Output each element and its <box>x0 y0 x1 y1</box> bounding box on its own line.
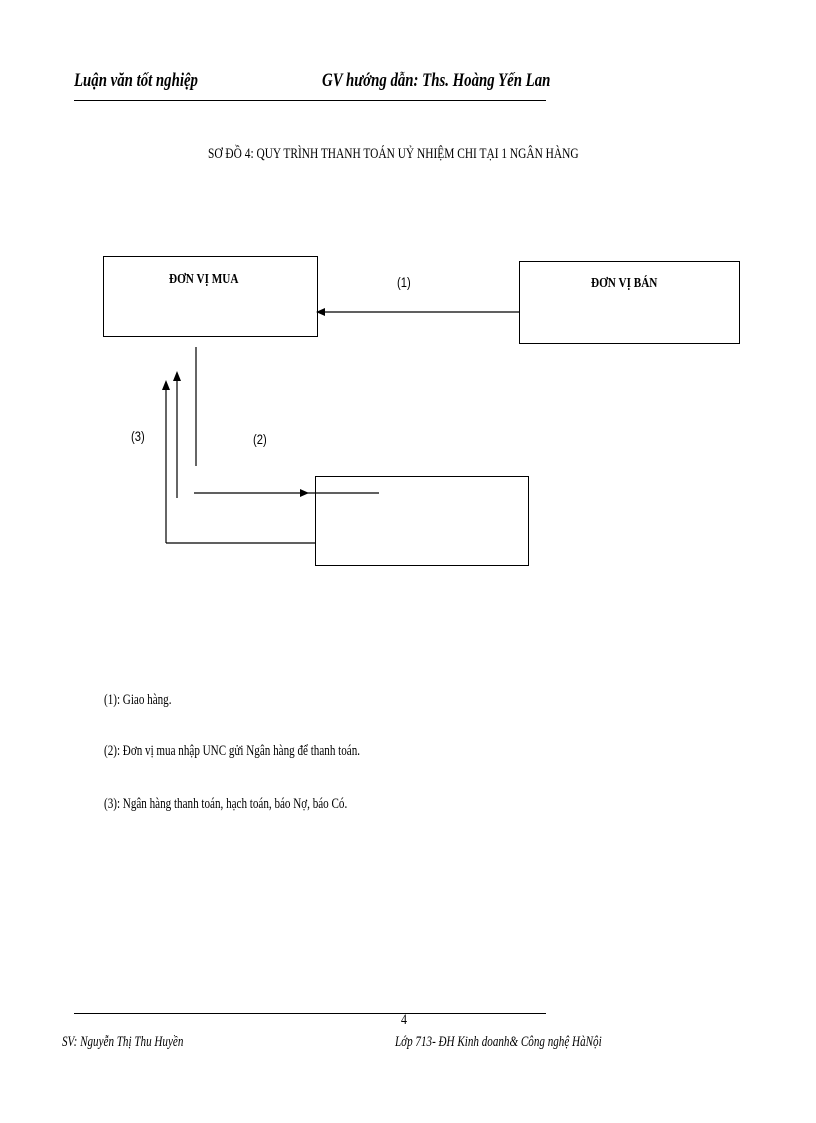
edge-2-arrowhead <box>300 489 309 497</box>
note-delivery: (1): Giao hàng. <box>104 692 172 708</box>
note-bank-settlement: (3): Ngân hàng thanh toán, hạch toán, báo Nợ, báo Có. <box>104 796 348 812</box>
buyer-label: ĐƠN VỊ MUA <box>169 272 239 287</box>
edge-3-inner-arrowhead <box>173 371 181 381</box>
footer-rule <box>74 1013 546 1014</box>
diagram-title: SƠ ĐỒ 4: QUY TRÌNH THANH TOÁN UỶ NHIỆM CHI TẠI 1 NGÂN HÀNG <box>208 146 579 162</box>
seller-label: ĐƠN VỊ BÁN <box>591 276 658 291</box>
edge-3-outer-arrowhead <box>162 380 170 390</box>
footer-student-label: SV: Nguyễn Thị Thu Huyền <box>62 1034 184 1050</box>
header-advisor-label: GV hướng dẫn: Ths. Hoàng Yến Lan <box>322 70 551 91</box>
edge-1-label: (1) <box>397 274 411 290</box>
edge-2-label: (2) <box>253 431 267 447</box>
header-thesis-label: Luận văn tốt nghiệp <box>74 70 198 91</box>
footer-class-label: Lớp 713- ĐH Kinh doanh& Công nghệ HàNội <box>395 1034 602 1050</box>
edge-1-arrowhead <box>316 308 325 316</box>
page-number: 4 <box>401 1012 407 1028</box>
edge-3-label: (3) <box>131 428 145 444</box>
note-payment-order: (2): Đơn vị mua nhập UNC gửi Ngân hàng để thanh toán. <box>104 743 361 759</box>
